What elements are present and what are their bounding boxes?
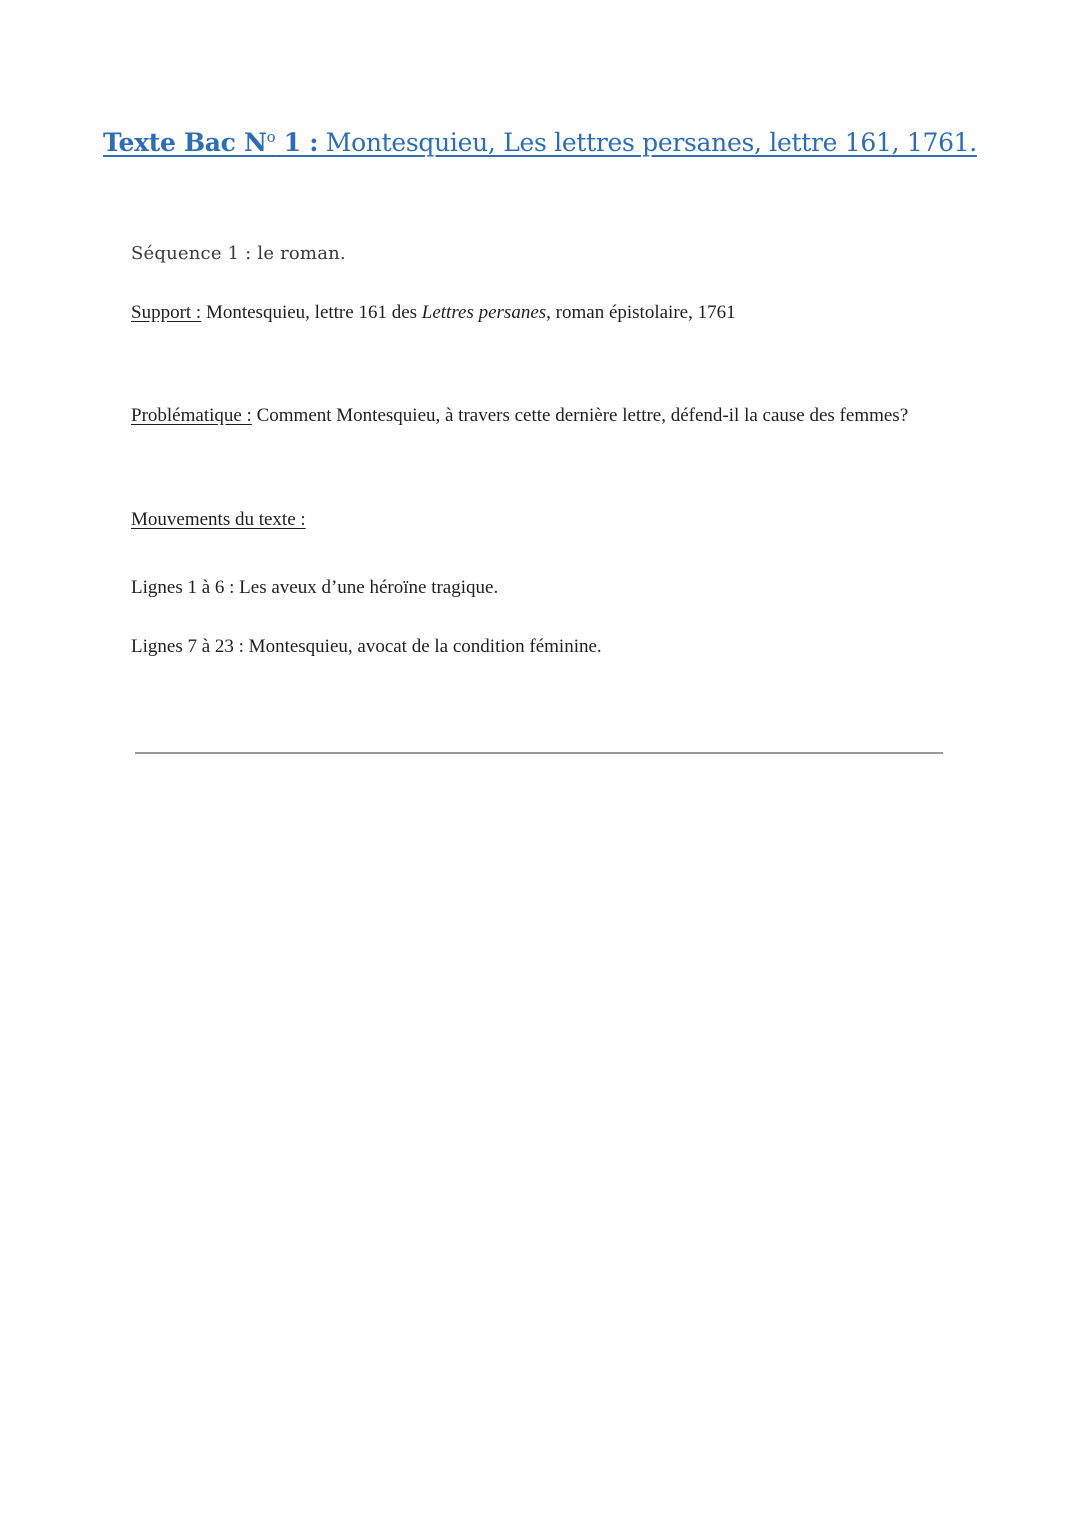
title-bold-number: 1 : xyxy=(275,128,319,157)
title-rest: Montesquieu, Les lettres persanes, lettre 161, 1761. xyxy=(318,128,977,157)
support-text-before: Montesquieu, lettre 161 des xyxy=(201,302,422,323)
problematique-text: Comment Montesquieu, à travers cette dernière lettre, défend-il la cause des femmes? xyxy=(251,405,909,426)
title-link[interactable] xyxy=(103,128,977,157)
problematique-label: Problématique : xyxy=(131,405,252,426)
title-superscript: o xyxy=(266,128,276,146)
horizontal-divider xyxy=(135,752,943,754)
support-label: Support : xyxy=(131,302,202,323)
page-title xyxy=(0,128,1080,157)
support-text-after: , roman épistolaire, 1761 xyxy=(546,302,736,323)
mouvement-item: Lignes 1 à 6 : Les aveux d’une héroïne tragique. xyxy=(131,577,499,598)
title-bold: Texte Bac N xyxy=(103,128,267,157)
sequence-line: Séquence 1 : le roman. xyxy=(131,243,346,264)
support-italic-title: Lettres persanes xyxy=(421,302,547,323)
support-line xyxy=(131,302,736,324)
mouvements-heading xyxy=(131,509,306,531)
mouvement-item: Lignes 7 à 23 : Montesquieu, avocat de la condition féminine. xyxy=(131,636,602,657)
problematique-line xyxy=(131,405,908,427)
mouvements-heading-text: Mouvements du texte : xyxy=(131,509,306,530)
